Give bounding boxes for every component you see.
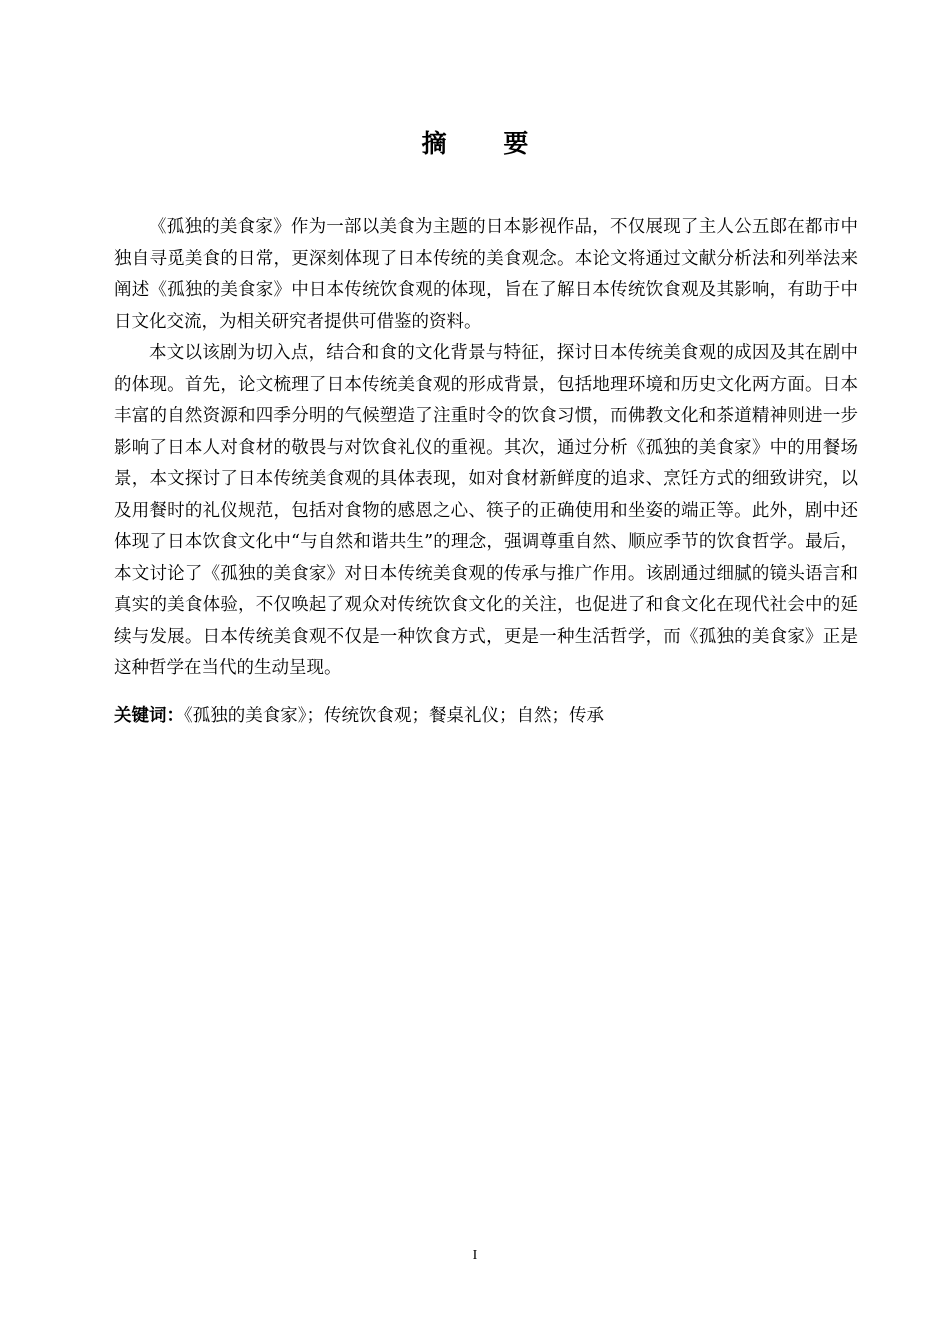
keywords-line xyxy=(114,701,858,733)
abstract-paragraph-2: 本文以该剧为切入点，结合和食的文化背景与特征，探讨日本传统美食观的成因及其在剧中的体现。首先，论文梳理了日本传统美食观的形成背景，包括地理环境和历史文化两方面。日本丰富的自然资源和四季分明的气候塑造了注重时令的饮食习惯，而佛教文化和茶道精神则进一步影响了日本人对食材的敬畏与对饮食礼仪的重视。其次，通过分析《孤独的美食家》中的用餐场景，本文探讨了日本传统美食观的具体表现，如对食材新鲜度的追求、烹饪方式的细致讲究，以及用餐时的礼仪规范，包括对食物的感恩之心、筷子的正确使用和坐姿的端正等。此外，剧中还体现了日本饮食文化中“与自然和谐共生”的理念，强调尊重自然、顺应季节的饮食哲学。最后，本文讨论了《孤独的美食家》对日本传统美食观的传承与推广作用。该剧通过细腻的镜头语言和真实的美食体验，不仅唤起了观众对传统饮食文化的关注，也促进了和食文化在现代社会中的延续与发展。日本传统美食观不仅是一种饮食方式，更是一种生活哲学，而《孤独的美食家》正是这种哲学在当代的生动呈现。 xyxy=(114,343,858,678)
keywords-label: 关键词： xyxy=(114,705,184,726)
page-number: I xyxy=(472,1248,478,1263)
keywords-text: 《孤独的美食家》；传统饮食观；餐桌礼仪；自然；传承 xyxy=(184,705,604,726)
abstract-body xyxy=(114,212,858,732)
abstract-paragraph-1: 《孤独的美食家》作为一部以美食为主题的日本影视作品，不仅展现了主人公五郎在都市中独自寻觅美食的日常，更深刻体现了日本传统的美食观念。本论文将通过文献分析法和列举法来阐述《孤独的美食家》中日本传统饮食观的体现，旨在了解日本传统饮食观及其影响，有助于中日文化交流，为相关研究者提供可借鉴的资料。 xyxy=(114,217,858,332)
page-title: 摘 要 xyxy=(421,129,553,158)
